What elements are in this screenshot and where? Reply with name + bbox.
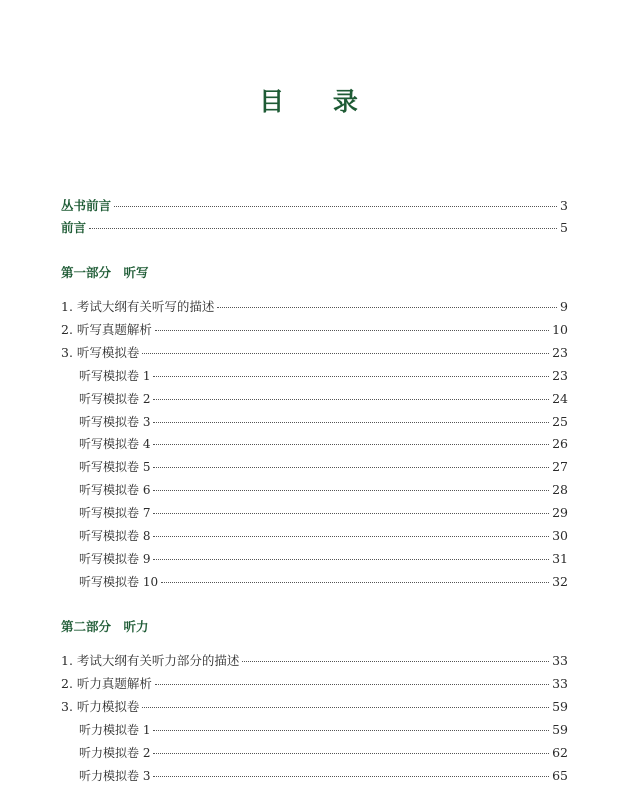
toc-entry-page: 29 — [552, 505, 568, 520]
toc-entry-page: 32 — [552, 574, 568, 589]
toc-entry-label: 2. 听力真题解析 — [61, 676, 152, 691]
dot-leader — [153, 467, 549, 468]
dot-leader — [242, 661, 549, 662]
toc-entry[interactable] — [79, 505, 568, 521]
dot-leader — [153, 730, 549, 731]
toc-entry-label: 3. 听写模拟卷 — [61, 345, 140, 360]
toc-entry-label: 听写模拟卷 8 — [79, 529, 151, 543]
dot-leader — [153, 444, 549, 445]
toc-entry[interactable] — [61, 676, 568, 692]
toc-entry[interactable] — [79, 551, 568, 567]
toc-entry[interactable] — [79, 391, 568, 407]
toc-entry-label: 1. 考试大纲有关听力部分的描述 — [61, 653, 240, 668]
toc-entry[interactable] — [79, 482, 568, 498]
page-title: 目 录 — [259, 87, 378, 116]
toc-entry-page: 25 — [552, 414, 568, 429]
toc-entry-page: 23 — [552, 345, 568, 360]
toc-entry-page: 3 — [560, 198, 568, 213]
toc-entry-page: 31 — [552, 551, 568, 566]
toc-entry-label: 听写模拟卷 3 — [79, 415, 151, 429]
toc-entry-page: 27 — [552, 459, 568, 474]
toc-entry[interactable] — [79, 745, 568, 761]
toc-entry[interactable] — [61, 345, 568, 361]
toc-entry-label: 听力模拟卷 2 — [79, 746, 151, 760]
toc-entry-label: 听力模拟卷 3 — [79, 769, 151, 783]
toc-entry-label: 前言 — [61, 220, 87, 235]
dot-leader — [155, 684, 549, 685]
toc-entry-label: 听写模拟卷 2 — [79, 392, 151, 406]
toc-entry-label: 听写模拟卷 5 — [79, 460, 151, 474]
toc-entry[interactable] — [61, 653, 568, 669]
toc-entry-label: 听写模拟卷 10 — [79, 575, 159, 589]
toc-entry[interactable] — [79, 368, 568, 384]
toc-entry-page: 59 — [552, 699, 568, 714]
dot-leader — [153, 559, 549, 560]
toc-entry-label: 2. 听写真题解析 — [61, 322, 152, 337]
toc-entry-label: 听力模拟卷 1 — [79, 723, 151, 737]
toc-entry-page: 24 — [552, 391, 568, 406]
dot-leader — [161, 582, 549, 583]
toc-entry-label: 1. 考试大纲有关听写的描述 — [61, 299, 215, 314]
dot-leader — [153, 753, 549, 754]
toc-entry-page: 28 — [552, 482, 568, 497]
toc-entry-page: 62 — [552, 745, 568, 760]
section-heading-part2: 第二部分 听力 — [61, 619, 149, 634]
toc-entry-page: 30 — [552, 528, 568, 543]
section-heading-part1: 第一部分 听写 — [61, 265, 149, 280]
toc-entry[interactable] — [79, 528, 568, 544]
toc-entry-page: 65 — [552, 768, 568, 783]
toc-entry-page: 59 — [552, 722, 568, 737]
toc-entry[interactable] — [79, 459, 568, 475]
dot-leader — [153, 776, 549, 777]
toc-entry[interactable] — [61, 322, 568, 338]
toc-entry-preface[interactable] — [61, 220, 568, 236]
dot-leader — [142, 707, 549, 708]
dot-leader — [153, 490, 549, 491]
dot-leader — [89, 228, 557, 229]
dot-leader — [153, 513, 549, 514]
toc-entry-label: 3. 听力模拟卷 — [61, 699, 140, 714]
toc-entry-page: 33 — [552, 653, 568, 668]
dot-leader — [153, 422, 549, 423]
dot-leader — [217, 307, 557, 308]
toc-entry-page: 26 — [552, 436, 568, 451]
dot-leader — [142, 353, 549, 354]
toc-entry[interactable] — [61, 299, 568, 315]
toc-entry-label: 听写模拟卷 4 — [79, 437, 151, 451]
dot-leader — [155, 330, 549, 331]
toc-entry-page: 23 — [552, 368, 568, 383]
dot-leader — [153, 399, 549, 400]
toc-entry-label: 丛书前言 — [61, 198, 112, 213]
toc-entry[interactable] — [61, 699, 568, 715]
dot-leader — [153, 536, 549, 537]
toc-entry-label: 听写模拟卷 7 — [79, 506, 151, 520]
toc-entry-label: 听写模拟卷 6 — [79, 483, 151, 497]
toc-entry-page: 9 — [560, 299, 568, 314]
toc-entry-label: 听写模拟卷 1 — [79, 369, 151, 383]
toc-entry-page: 5 — [560, 220, 568, 235]
toc-entry[interactable] — [79, 436, 568, 452]
toc-entry-series-preface[interactable] — [61, 198, 568, 214]
dot-leader — [114, 206, 557, 207]
toc-entry-page: 33 — [552, 676, 568, 691]
toc-entry[interactable] — [79, 722, 568, 738]
toc-entry[interactable] — [79, 574, 568, 590]
toc-entry-page: 10 — [552, 322, 568, 337]
dot-leader — [153, 376, 549, 377]
toc-entry[interactable] — [79, 768, 568, 784]
toc-entry-label: 听写模拟卷 9 — [79, 552, 151, 566]
toc-entry[interactable] — [79, 414, 568, 430]
